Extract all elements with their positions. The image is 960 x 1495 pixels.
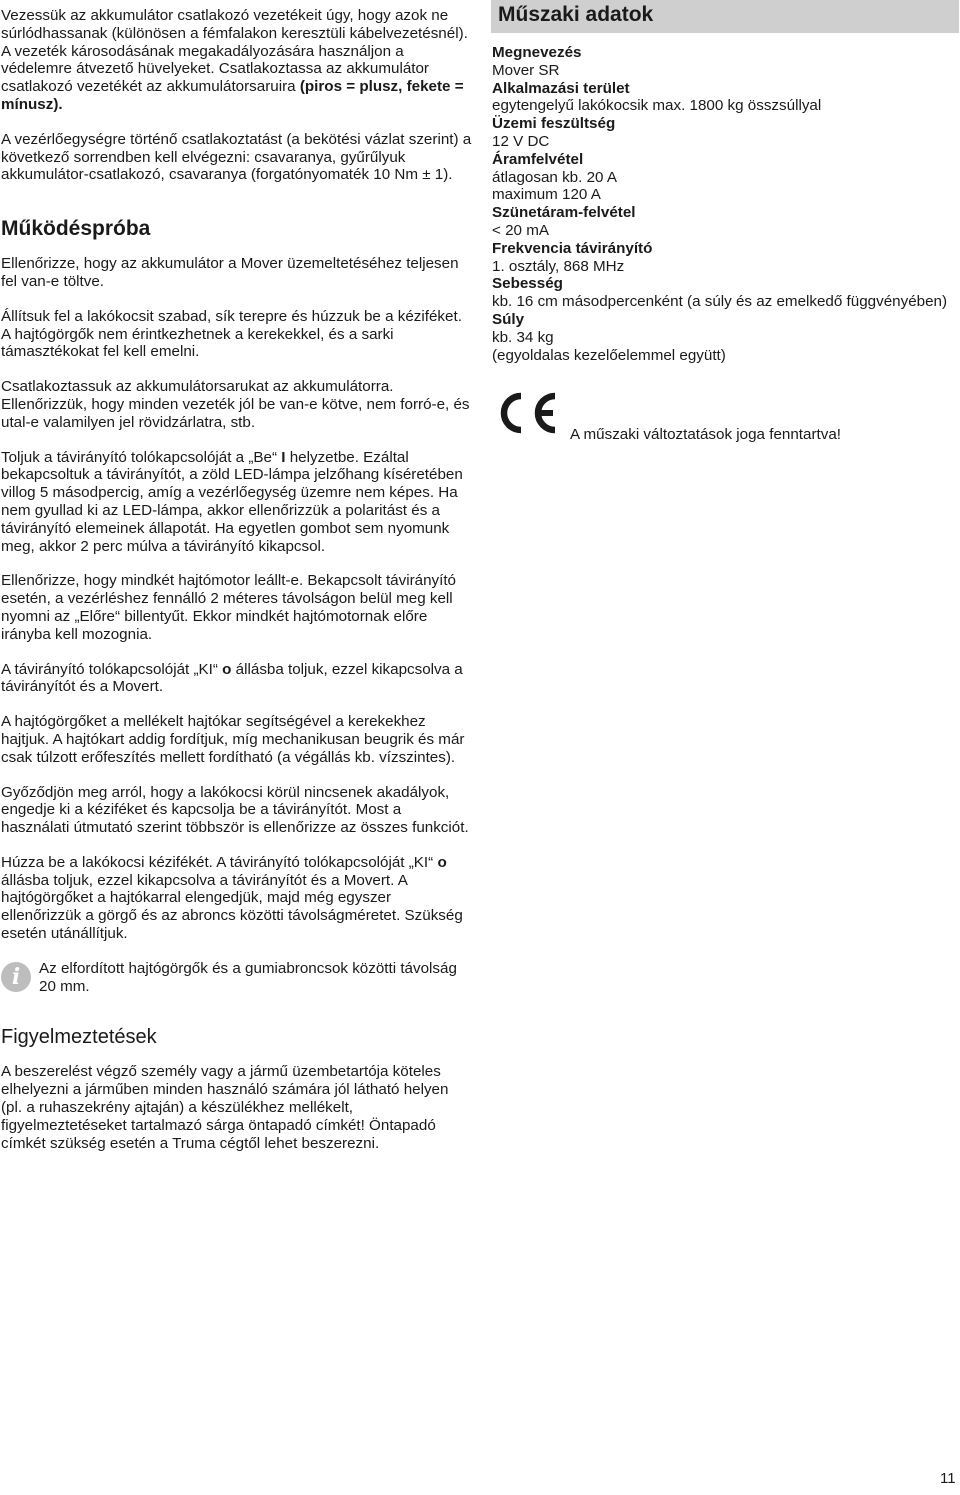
spec-value: átlagosan kb. 20 A: [492, 168, 617, 186]
intro-paragraph: Vezessük az akkumulátor csatlakozó vezetékeit úgy, hogy azok ne súrlódhassanak (különösen a fémfalakon keresztüli kábelvezetésnél). A vezeték károsodásának megakadályozására használjon a védelemre átvezető hüvelyeket. Csatlakoztassa az akkumulátor csatlakozó vezetékét az akkumulátorsaruira (piros = plusz, fekete = mínusz).: [1, 7, 468, 113]
spec-value: kb. 16 cm másodpercenként (a súly és az emelkedő függvényében): [492, 293, 948, 311]
spec-value: (egyoldalas kezelőelemmel együtt): [492, 346, 726, 364]
spec-label: Súly: [492, 310, 525, 328]
spec-value: egytengelyű lakókocsik max. 1800 kg összsúllyal: [492, 97, 822, 115]
function-test-p7: A hajtógörgőket a mellékelt hajtókar segítségével a kerekekhez hajtjuk. A hajtókart addig fordítjuk, míg mechanikusan beugrik és már csak túlzott erőfeszítés mellett fordítható (a végállás kb. vízszintes).: [1, 713, 465, 766]
function-test-p1: Ellenőrizze, hogy az akkumulátor a Mover üzemeltetéséhez teljesen fel van-e töltve.: [1, 255, 459, 290]
warnings-heading: Figyelmeztetések: [1, 1026, 157, 1049]
ce-mark-icon: [493, 390, 559, 436]
left-column: [1, 7, 473, 1152]
spec-label: Alkalmazási terület: [492, 79, 630, 97]
connection-paragraph: A vezérlőegységre történő csatlakoztatást (a bekötési vázlat szerint) a következő sorrendben kell elvégezni: csavaranya, gyűrűlyuk akkumulátor-csatlakozó, csavaranya (forgatónyomaték 10 Nm ± 1).: [1, 130, 472, 184]
page-number: 11: [940, 1470, 956, 1487]
function-test-p6: A távirányító tolókapcsolóját „KI“ o állásba toljuk, ezzel kikapcsolva a távirányítót és a Movert.: [1, 660, 463, 696]
off-symbol: o: [222, 660, 232, 678]
function-test-p8: Győződjön meg arról, hogy a lakókocsi körül nincsenek akadályok, engedje ki a kéziféket és kapcsolja be a távirányítót. Most a használati útmutató szerint többször is ellenőrizze az összes funkciót.: [1, 783, 469, 837]
spec-value: maximum 120 A: [492, 186, 601, 204]
spec-value: 12 V DC: [492, 132, 550, 150]
ce-row: [491, 390, 959, 450]
ce-note: A műszaki változtatások joga fenntartva!: [570, 426, 841, 444]
spec-value: kb. 34 kg: [492, 328, 554, 346]
warnings-paragraph: A beszerelést végző személy vagy a jármű üzembetartója köteles elhelyezni a járműben minden használó számára jól látható helyen (pl. a ruhaszekrény ajtaján) a készülékhez mellékelt, figyelmeztetéseket tartalmazó sárga öntapadó címkét! Öntapadó címkét szükség esetén a Truma cégtől lehet beszerezni.: [1, 1063, 449, 1152]
spec-value: < 20 mA: [492, 221, 549, 239]
function-test-heading: Működéspróba: [1, 217, 151, 241]
function-test-p9: Húzza be a lakókocsi kézifékét. A távirányító tolókapcsolóját „KI“ o állásba toljuk, ezzel kikapcsolva a távirányítót és a Movert. A hajtógörgőket a hajtókarral elengedjük, majd még egyszer ellenőrizzük a görgő és az abroncs közötti távolságméretet. Szükség esetén utánállítjuk.: [1, 853, 463, 943]
function-test-p5: Ellenőrizze, hogy mindkét hajtómotor leállt-e. Bekapcsolt távirányító esetén, a vezérléshez fennálló 2 méteres távolságon belül meg kell nyomni az „Előre“ billentyűt. Ekkor mindkét hajtómotornak előre irányba kell mozognia.: [1, 572, 457, 643]
specs-heading: Műszaki adatok: [491, 0, 959, 33]
function-test-p4: Toljuk a távirányító tolókapcsolóját a „Be“ I helyzetbe. Ezáltal bekapcsoltuk a távirányítót, a zöld LED-lámpa jelzőhang kíséretében villog 5 másodpercig, amíg a vezérlőegység üzemre nem képes. Ha nem gyullad ki az LED-lámpa, akkor ellenőrizzük a polaritást és a távirányító elemeinek állapotát. Ha egyetlen gombot sem nyomunk meg, akkor 2 perc múlva a távirányító kikapcsol.: [1, 448, 463, 555]
specs-list: [491, 44, 959, 364]
info-icon: i: [1, 962, 31, 992]
spec-label: Megnevezés: [492, 44, 582, 61]
function-test-p3: Csatlakoztassuk az akkumulátorsarukat az akkumulátorra. Ellenőrizzük, hogy minden vezeték jól be van-e kötve, nem forró-e, és utal-e valamilyen jel rövidzárlatra, stb.: [1, 378, 470, 431]
info-note: [1, 960, 473, 996]
on-symbol: I: [281, 448, 286, 466]
spec-label: Sebesség: [492, 275, 563, 293]
right-column: [491, 0, 959, 450]
function-test-p2: Állítsuk fel a lakókocsit szabad, sík terepre és húzzuk be a kéziféket. A hajtógörgők nem érintkezhetnek a kerekekkel, és a sarki támasztékokat fel kell emelni.: [1, 307, 462, 361]
spec-label: Üzemi feszültség: [492, 115, 616, 133]
spec-label: Áramfelvétel: [492, 150, 584, 168]
spec-value: Mover SR: [492, 61, 560, 79]
off-symbol: o: [437, 853, 447, 871]
polarity-note: (piros = plusz, fekete = mínusz).: [1, 78, 464, 113]
spec-label: Frekvencia távirányító: [492, 239, 653, 257]
spec-label: Szünetáram-felvétel: [492, 204, 636, 222]
info-note-text: Az elfordított hajtógörgők és a gumiabroncsok közötti távolság 20 mm.: [39, 959, 457, 995]
spec-value: 1. osztály, 868 MHz: [492, 257, 625, 275]
